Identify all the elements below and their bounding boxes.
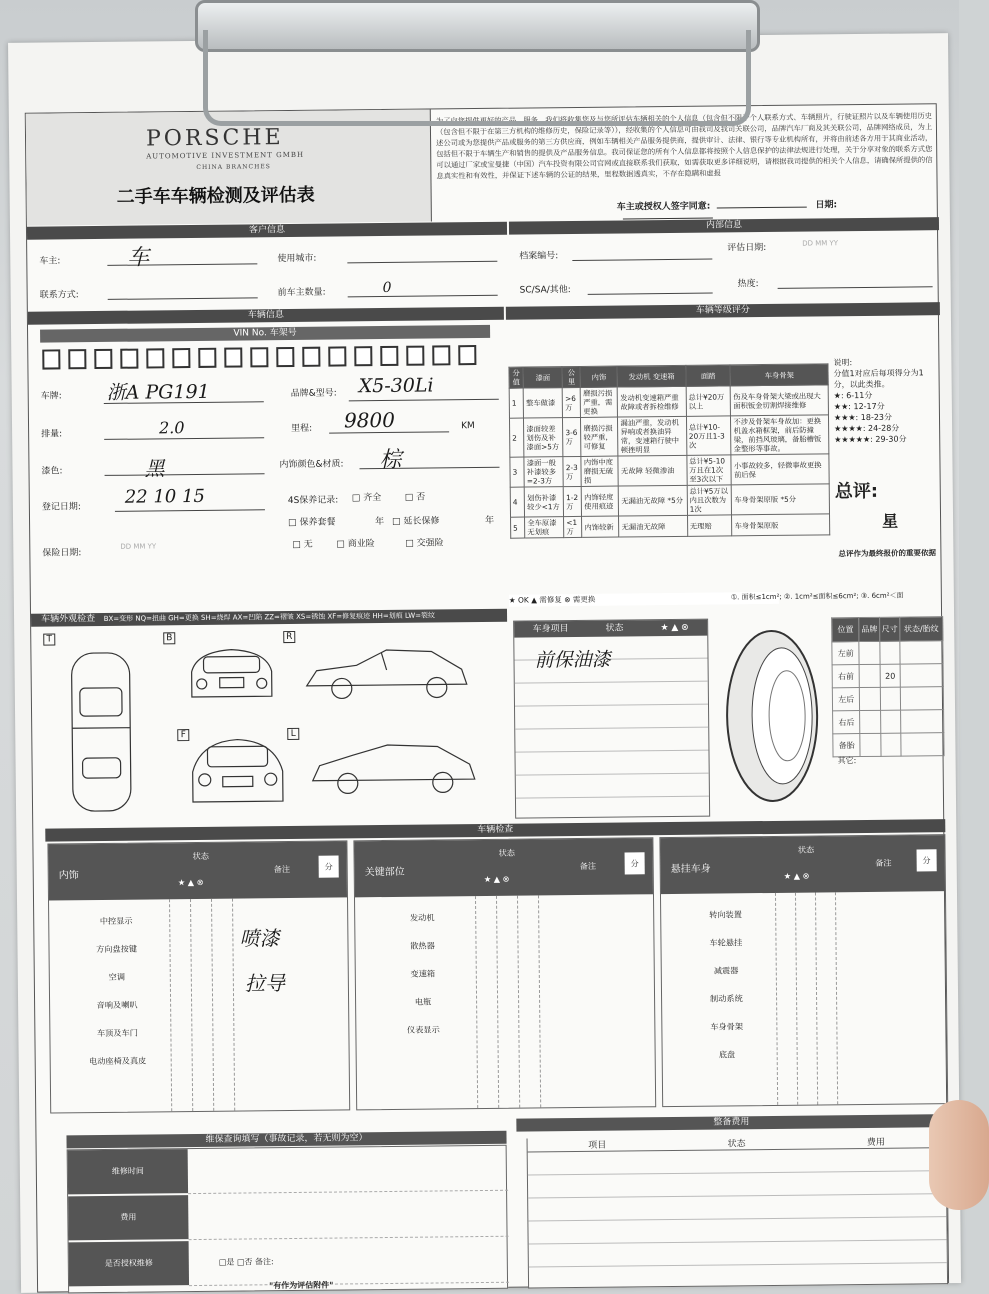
tire-row[interactable] [832,664,943,688]
view-label-front: F [177,729,189,741]
city-label: 使用城市: [277,253,317,265]
vin-char-box[interactable] [458,345,476,365]
grade-cell: 车身骨架原版 *5分 [732,484,830,515]
inspection-state-symbols: ★ ▲ ⊗ [783,870,810,881]
paint-label: 漆色: [41,466,63,477]
form-sheet [25,103,949,1292]
ins-opt-compulsory-label: 交强险 [416,538,444,549]
inspection-column-divider [795,893,798,1105]
service-opt-no[interactable]: □ 否 [404,492,426,503]
tire-state[interactable] [900,664,943,687]
grade-cell: 1 [509,388,524,418]
grade-cell: 总计¥5万以内且次数为1次 [687,485,732,515]
vin-char-box[interactable] [172,348,190,368]
warranty-checkbox[interactable]: □ 延长保修 [392,516,440,527]
inspection-score-box: 分 [625,852,645,874]
inspection-item[interactable]: 变速箱 [410,968,436,979]
package-year-unit: 年 [375,517,385,528]
brand-logo: PORSCHE [145,125,284,152]
eval-date-label: 评估日期: [727,242,767,254]
inspection-remark-label: 备注 [273,864,291,875]
inspection-item[interactable]: 底盘 [718,1049,736,1060]
file-no-label: 档案编号: [519,251,559,262]
grade-col-0: 分值 [509,367,523,388]
inspection-item[interactable]: 电瓶 [414,996,432,1007]
inspection-column-divider [496,896,499,1108]
mileage-label: 里程: [291,423,313,434]
inspection-panel-chassis [659,834,948,1107]
vin-header: VIN No. 车架号 [40,325,490,343]
grade-cell: 总计¥5-10万且在1次至3次以下 [687,455,732,485]
body-items-panel [513,619,710,819]
tire-brand[interactable] [860,733,881,756]
vin-char-box[interactable] [146,348,164,368]
legend-desc: 分值1对应后每项得分为1分，以此类推。 [833,368,924,390]
grade-cell: 不涉及骨架车身故加：更换机盖水箱框架，前后防撞梁，前挡风玻璃，备胎槽钣金整形等事故。 [731,415,829,455]
grade-cell: 无漏油无故障 [619,515,687,537]
maintenance-authorized-options[interactable] [219,1256,274,1268]
tire-col-header: 状态/胎纹 [900,617,943,641]
maintenance-row-label: 费用 [68,1195,188,1240]
exterior-codes: BX=变形 NQ=扭曲 GH=更换 SH=烧焊 AX=凹陷 ZZ=褶皱 XS=锈蚀 XF=修复痕迹 HH=划痕 LW=裂纹 [103,611,436,623]
inspection-item[interactable]: 电动座椅及真皮 [88,1055,147,1067]
inspection-item[interactable]: 车身骨架 [710,1021,744,1032]
tire-icon [716,620,828,811]
mileage-value: 9800 [343,407,396,433]
brand-subtitle: AUTOMOTIVE INVESTMENT GMBH [146,150,305,161]
legend-row: ★★: 12-17分 [833,401,885,412]
inspection-item[interactable]: 发动机 [409,912,435,923]
inspection-panel-header [48,841,347,900]
inspection-section-header: 车辆检查 [45,819,945,841]
reg-date-label: 登记日期: [41,502,81,513]
customer-section-header: 客户信息 [27,222,507,240]
grade-cell: <1万 [564,516,582,537]
body-items-col3: ★ ▲ ⊗ [660,622,689,634]
vin-char-box[interactable] [68,349,86,369]
inspection-panel-key [353,837,656,1110]
displacement-field[interactable] [104,437,264,440]
grade-col-2: 公里 [562,366,580,387]
view-label-left: L [287,728,299,740]
prev-owners-field[interactable] [348,295,498,298]
legend-title: 说明: [833,358,853,368]
inspection-column-divider [517,896,520,1108]
repair-col-cost: 费用 [866,1137,885,1148]
tire-col-header: 品牌 [859,617,880,641]
tire-row[interactable] [832,641,943,665]
tire-state[interactable] [900,641,943,664]
inspection-column-divider [190,899,193,1111]
maintenance-section-header: 维保查询填写（事故记录，若无则为空） [66,1131,506,1149]
repair-table [527,1134,949,1288]
grade-cell: 无漏油无故障 *5分 [619,485,688,516]
maintenance-row-label: 是否授权维修 [69,1241,189,1286]
grade-cell: 伤及车身骨架大梁或出现大面积钣金切割焊接维修 [731,385,829,416]
inspection-panel-title: 关键部位 [364,866,405,879]
maintenance-no[interactable]: □否 [236,1257,256,1267]
vin-char-box[interactable] [406,346,424,366]
grade-cell: >6万 [562,387,580,417]
grade-cell: 整车做漆 [523,388,562,418]
ins-opt-commercial[interactable]: □ 商业险 [336,539,375,550]
total-rating-star: 星 [881,511,899,531]
grade-col-5: 面踏 [686,365,731,386]
inspection-column-divider [815,893,818,1105]
exterior-title: 车辆外观检查 [41,614,96,625]
legend-row: ★★★: 18-23分 [833,412,893,423]
tire-size[interactable] [881,733,902,756]
grade-cell: 漆面较差划伤及补漆面>5方 [524,418,564,457]
inspection-panel-interior [47,840,350,1113]
inspection-score-box: 分 [917,849,937,871]
internal-section-header: 内部信息 [509,217,939,235]
service-opt-full-label: 齐全 [363,493,382,504]
reg-date-field[interactable] [115,509,265,512]
insurance-date-hint[interactable]: DD MM YY [120,542,157,551]
grade-cell: 磨损污损严重，需更换 [581,387,618,417]
tire-size[interactable] [880,687,901,710]
service-opt-no-label: 否 [416,492,426,503]
tire-other-label: 其它: [837,756,857,766]
privacy-notice: 为了向您提供更好的产品、服务，我们将收集您及与您所评估车辆相关的个人信息（包含但不限于个人联系方式、车辆照片，行驶证照片以及车辆使用历史（包含但不限于在第三方机构的维修历史，保险记录等）），经收集的个人信息可由我司及我司关联公司，品牌汽车厂商及其关联公司，品牌网络成员，为上述公司或为您提供产品或服务的第三方供应商，例如车辆相关产品服务提供商，提供审计、法律、银行等专业机构所有，并将由前述各方用于其商业活动，包括但不限于车辆生产和销售的提供及产品服务信息。我司保证您的所有个人信息都将按照个人信息保护的法律法规进行处理，关于分享对象的联系方式您可以通过厂家或宝曼捷（中国）汽车投资有限公司官网或直接联系我们获取，如需获取更多详细说明，请根据我司提供的相关个人信息，请确保所提供的信息真实性和有效性，并保证下述车辆的公证的结果，里程数据透真实，不存在隐瞒和虚报 [435,111,933,181]
tire-position: 左前 [832,642,860,665]
tire-size[interactable] [880,641,901,664]
grade-cell: 无理赔 [687,515,732,536]
prev-owners-label: 前车主数量: [277,287,326,299]
tire-state[interactable] [901,710,944,733]
inspection-remark-label: 备注 [875,857,892,868]
maintenance-row-line[interactable] [189,1236,509,1240]
total-rating-note: 总评作为最终报价的重要依据 [838,548,936,559]
repair-col-state: 状态 [727,1139,746,1150]
maintenance-yes[interactable]: □是 [218,1257,237,1267]
vin-char-box[interactable] [432,345,450,365]
car-top-view[interactable] [61,648,143,819]
contact-label: 联系方式: [39,290,79,301]
grade-row [510,454,829,487]
warranty-year-unit: 年 [485,515,495,526]
grade-row [511,514,830,538]
body-items-col1: 车身项目 [532,624,569,635]
tire-state[interactable] [901,733,944,756]
grade-cell: 总计¥20万以上 [686,386,731,416]
tire-brand[interactable] [860,710,881,733]
vin-char-box[interactable] [328,346,346,366]
vehicle-section-header: 车辆信息 [28,307,504,325]
vin-char-box[interactable] [224,347,242,367]
exterior-section-header [31,609,507,627]
grade-col-1: 漆面 [523,367,562,388]
grade-cell: 小事故较多，轻微事故更换前后保 [731,454,829,485]
displacement-label: 排量: [41,429,63,440]
inspection-item[interactable]: 制动系统 [709,993,743,1004]
sc-field[interactable] [588,293,713,295]
inspection-item[interactable]: 车轮悬挂 [709,937,743,948]
grade-cell: 漆面一般补漆较多=2-3方 [524,457,563,487]
inspection-state-label: 状态 [498,847,515,858]
vin-char-box[interactable] [198,348,216,368]
tire-position: 右前 [832,665,860,688]
legend-row: ★★★★: 24-28分 [834,423,900,434]
tire-size[interactable] [880,710,901,733]
file-no-field[interactable] [572,259,712,261]
inspection-state-symbols: ★ ▲ ⊗ [177,876,204,888]
grade-cell: 4 [510,487,525,517]
view-label-top: T [43,633,55,645]
vin-char-box[interactable] [94,349,112,369]
paint-value: 黑 [144,456,165,481]
tire-size[interactable]: 20 [880,664,901,687]
grade-cell: 磨损污损较严重，可修复 [581,417,619,456]
tire-col-header: 尺寸 [879,617,900,641]
form-title: 二手车车辆检测及评估表 [116,184,315,208]
inspection-item[interactable]: 中控显示 [99,915,133,927]
maintenance-table [67,1145,508,1294]
grade-cell: 总计¥10-20万且1-3次 [686,416,731,455]
grade-cell: 划伤补漆较少<1方 [524,487,563,517]
inspection-item[interactable]: 车顶及车门 [96,1027,138,1039]
inspection-remark-label: 备注 [579,860,597,871]
inspection-state-symbols: ★ ▲ ⊗ [483,873,510,884]
displacement-value: 2.0 [158,418,185,438]
grade-cell: 发动机变速箱严重故障或者拆检维修 [618,386,687,417]
maintenance-bottom-note: "有作为评估附件" [269,1280,334,1291]
body-items-header [514,620,707,638]
brand-subtitle-2: CHINA BRANCHES [196,163,271,171]
contact-field[interactable] [108,297,258,300]
service-label: 4S保养记录: [287,495,339,507]
view-label-back: B [163,632,175,644]
package-label: 保养套餐 [299,517,336,528]
tire-brand[interactable] [859,641,880,664]
grade-cell: 1-2万 [564,486,582,516]
mileage-unit: KM [461,421,475,432]
service-opt-full[interactable]: □ 齐全 [351,493,382,504]
tire-brand[interactable] [860,664,881,687]
maintenance-row-line[interactable] [188,1190,508,1194]
owner-value: 车 [127,245,150,271]
total-rating-label: 总评: [834,480,879,503]
tire-row[interactable] [833,733,944,757]
inspection-score-box: 分 [319,856,339,878]
grade-cell: 3 [510,457,525,487]
tire-row[interactable] [833,710,944,734]
ins-opt-none-label: 无 [303,539,313,550]
tire-table [831,616,944,757]
legend-row: ★: 6-11分 [833,390,873,401]
inspection-column-divider [211,899,214,1111]
vin-char-box[interactable] [120,349,138,369]
signature-label: 车主或授权人签字同意: [616,201,711,213]
tire-position: 右后 [833,711,861,734]
package-checkbox[interactable]: □ 保养套餐 [288,517,336,529]
grade-cell: 内饰中度磨损无破损 [581,456,618,486]
grade-col-6: 车身骨架 [730,364,828,386]
tire-position: 备胎 [833,734,861,757]
vin-char-box[interactable] [302,347,320,367]
model-field[interactable] [349,399,499,402]
inspection-item[interactable]: 转向装置 [709,909,742,920]
clipboard-clip [195,0,760,128]
ins-opt-compulsory[interactable]: □ 交强险 [405,538,444,549]
grade-cell: 内饰较新 [582,516,619,537]
grade-cell: 全车原漆无划痕 [525,517,564,538]
inspection-panel-title: 悬挂车身 [670,863,711,876]
body-items-col2: 状态 [605,623,624,634]
grade-cell: 内饰轻度使用痕迹 [582,486,619,516]
tire-position: 左后 [832,688,860,711]
owner-label: 车主: [39,256,61,267]
interior-value: 棕 [379,447,402,474]
grade-col-4: 发动机 变速箱 [617,365,685,387]
inspection-panel-header [354,838,653,897]
inspection-form-paper [8,33,961,1293]
inspection-item[interactable]: 音响及喇叭 [96,999,138,1011]
inspection-panel-header [660,835,945,894]
ins-opt-commercial-label: 商业险 [347,539,375,550]
heat-field[interactable] [778,286,933,289]
prev-owners-value: 0 [382,279,392,297]
inspection-state-label: 状态 [192,850,209,862]
car-right-view[interactable] [301,639,477,711]
legend-row: ★★★★★: 29-30分 [834,434,907,445]
car-back-view[interactable] [181,641,282,707]
grade-cell: 漏油严重，发动机异响或者换油异常，变速箱行驶中顿挫明显 [618,416,687,456]
tire-brand[interactable] [860,687,881,710]
reg-date-value: 22 10 15 [124,485,206,508]
model-value: X5-30Li [358,374,434,398]
inspection-item[interactable]: 散热器 [410,940,435,951]
grade-cell: 2 [509,418,524,457]
paint-field[interactable] [105,473,265,476]
grade-cell: 3-6万 [563,417,581,456]
vin-char-box[interactable] [276,347,294,367]
grading-table [508,363,830,538]
thumb [929,1100,989,1210]
inspection-column-divider [232,899,235,1111]
inspection-item[interactable]: 空调 [108,971,126,982]
eval-date-hint[interactable]: DD MM YY [802,239,839,248]
inspection-panel-title: 内饰 [58,870,79,882]
inspection-state-label: 状态 [797,844,815,855]
area-legend: ①. 面积≤1cm²; ②. 1cm²≤面积≤6cm²; ③. 6cm²＜面 [730,591,904,602]
maintenance-row-label: 维修时间 [68,1149,188,1194]
date-label: 日期: [815,200,838,211]
body-items-note: 前保油漆 [534,648,611,672]
ins-opt-none[interactable]: □ 无 [292,539,313,550]
maintenance-remark: 备注: [254,1257,274,1267]
repair-section-header: 整备费用 [516,1114,946,1132]
model-label: 品牌&型号: [290,388,337,399]
view-label-right: R [283,631,295,643]
grading-section-header: 车辆等级评分 [506,302,940,320]
vin-char-box[interactable] [250,347,268,367]
repair-col-item: 项目 [588,1140,607,1151]
plate-value: 浙A PG191 [106,380,210,404]
grade-row [509,385,828,418]
interior-label: 内饰颜色&材质: [279,459,344,471]
inspection-item[interactable]: 方向盘按键 [95,943,138,955]
sc-label: SC/SA/其他: [519,285,571,296]
heat-label: 热度: [737,279,759,290]
grade-cell: 无故障 轻微渗油 [618,455,687,486]
repair-rows[interactable] [528,1148,947,1267]
inspection-item[interactable]: 仪表显示 [406,1024,440,1035]
grade-row [509,415,828,457]
maintenance-row-line[interactable] [189,1282,509,1286]
grade-col-3: 内饰 [580,366,617,387]
insurance-label: 保险日期: [42,548,82,559]
inspection-item[interactable]: 减震器 [713,965,739,976]
vin-char-box[interactable] [380,346,398,366]
tire-state[interactable] [901,687,944,710]
warranty-label: 延长保修 [403,516,440,527]
city-field[interactable] [347,261,497,264]
tire-row[interactable] [832,687,943,711]
grade-cell: 2-3万 [563,456,581,486]
interior-remark-1: 喷漆 [239,926,280,951]
status-legend-bar: ★ OK ▲ 需修复 ⊗ 需更换 [509,592,779,607]
grade-row [510,484,829,517]
grade-cell: 车身骨架原版 [732,514,830,536]
grade-cell: 5 [511,517,525,538]
plate-label: 车牌: [40,391,62,402]
vin-char-box[interactable] [42,349,60,369]
interior-remark-2: 拉导 [244,971,286,996]
car-front-view[interactable] [182,731,293,812]
tire-col-header: 位置 [832,618,860,642]
inspection-column-divider [538,895,541,1107]
vin-char-box[interactable] [354,346,372,366]
inspection-column-divider [835,892,838,1104]
car-left-view[interactable] [307,734,483,806]
